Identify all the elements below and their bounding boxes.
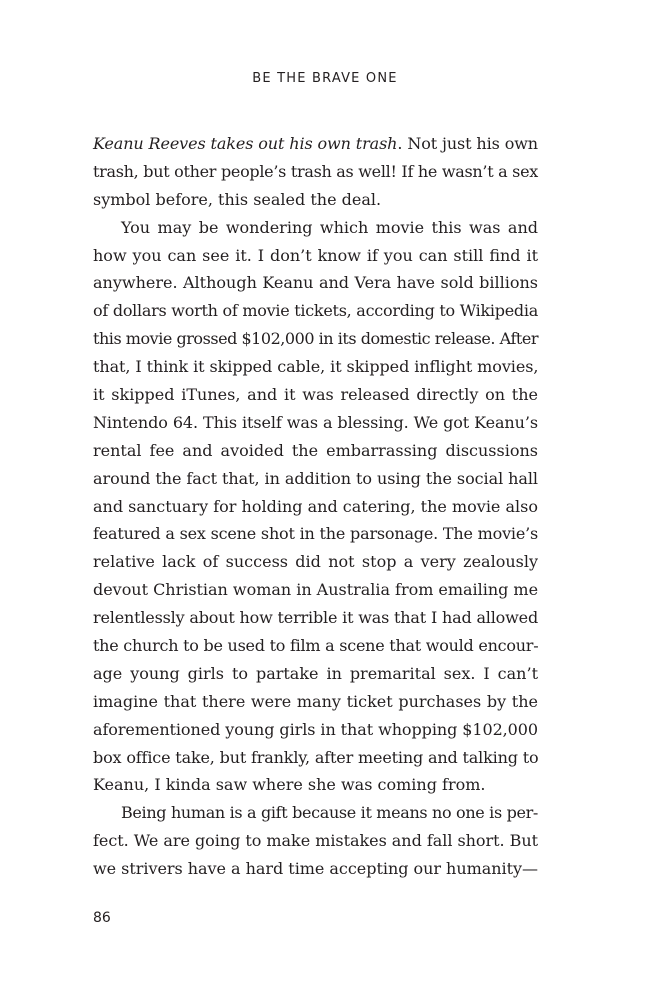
text-line: age young girls to partake in premarital sex. I can’t <box>93 663 538 683</box>
text-run: . Not just his own <box>397 134 538 153</box>
text-line: relative lack of success did not stop a very zealously <box>93 552 538 572</box>
text-line: You may be wondering which movie this was and <box>121 217 538 237</box>
text-line: relentlessly about how terrible it was that I had allowed <box>93 608 539 628</box>
text-line: how you can see it. I don’t know if you can still find it <box>93 245 538 265</box>
text-line: we strivers have a hard time accepting our humanity— <box>93 859 538 879</box>
text-line: it skipped iTunes, and it was released directly on the <box>93 385 538 405</box>
page-number: 86 <box>93 910 111 926</box>
text-line: imagine that there were many ticket purchases by the <box>93 691 538 711</box>
italic-lead: Keanu Reeves takes out his own trash <box>93 134 398 153</box>
text-line: trash, but other people’s trash as well! If he wasn’t a sex <box>93 161 538 181</box>
text-line: that, I think it skipped cable, it skipped inflight movies, <box>93 357 539 377</box>
text-line: of dollars worth of movie tickets, according to Wikipedia <box>93 301 538 321</box>
paragraph <box>93 214 538 800</box>
paragraph <box>93 799 538 883</box>
text-line <box>93 130 538 158</box>
text-line: symbol before, this sealed the deal. <box>93 189 382 209</box>
paragraph <box>93 130 538 214</box>
text-line: anywhere. Although Keanu and Vera have sold billions <box>93 273 538 293</box>
text-line: box office take, but frankly, after meeting and talking to <box>93 747 539 767</box>
text-line: Being human is a gift because it means no one is per- <box>121 803 539 823</box>
running-head: BE THE BRAVE ONE <box>252 71 398 86</box>
text-line: devout Christian woman in Australia from emailing me <box>93 580 539 600</box>
text-line: aforementioned young girls in that whopping $102,000 <box>93 719 538 739</box>
text-line: featured a sex scene shot in the parsonage. The movie’s <box>93 524 539 544</box>
text-line: this movie grossed $102,000 in its domestic release. After <box>93 329 539 349</box>
text-line: Keanu, I kinda saw where she was coming from. <box>93 775 486 795</box>
text-line: fect. We are going to make mistakes and fall short. But <box>93 831 538 851</box>
text-line: rental fee and avoided the embarrassing discussions <box>93 440 538 460</box>
text-line: and sanctuary for holding and catering, the movie also <box>93 496 538 516</box>
text-line: the church to be used to film a scene that would encour- <box>93 636 539 656</box>
text-line: Nintendo 64. This itself was a blessing. We got Keanu’s <box>93 412 539 432</box>
text-line: around the fact that, in addition to using the social hall <box>93 468 538 488</box>
body-text <box>93 130 538 883</box>
